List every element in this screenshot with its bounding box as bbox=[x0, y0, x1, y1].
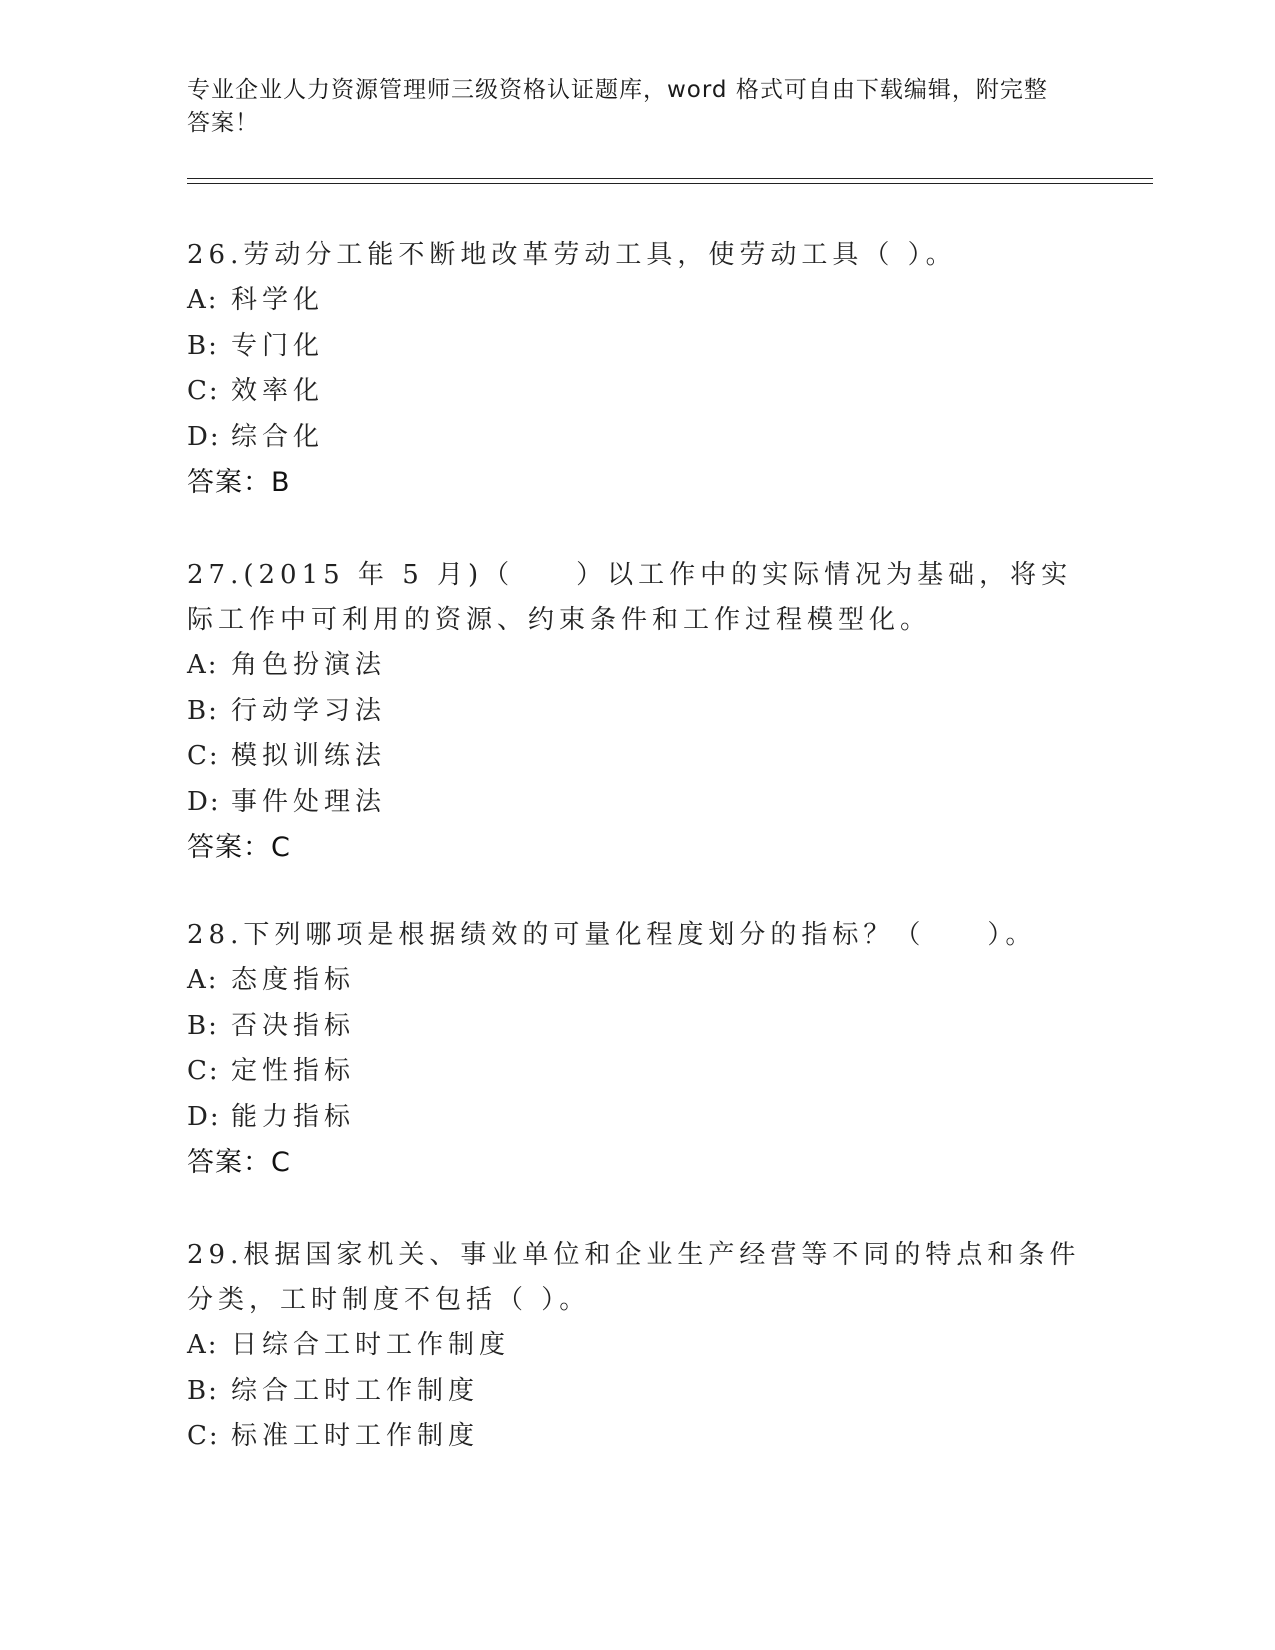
option-letter: C: bbox=[187, 376, 220, 406]
option-letter: C: bbox=[187, 1421, 220, 1451]
option-letter: B: bbox=[187, 1010, 219, 1041]
option-letter: A: bbox=[187, 285, 219, 315]
question-29 bbox=[187, 1233, 1087, 1460]
option-d bbox=[187, 780, 1087, 826]
option-text: 角色扮演法 bbox=[231, 650, 387, 680]
option-a bbox=[187, 278, 1087, 324]
option-c bbox=[187, 1049, 1087, 1095]
option-a bbox=[187, 643, 1087, 689]
option-letter: B: bbox=[187, 1375, 219, 1406]
option-letter: A: bbox=[187, 1330, 219, 1360]
option-text: 专门化 bbox=[231, 330, 325, 361]
option-text: 综合工时工作制度 bbox=[231, 1375, 480, 1406]
question-26 bbox=[187, 233, 1087, 505]
option-d bbox=[187, 415, 1087, 461]
option-b bbox=[187, 324, 1087, 370]
option-letter: A: bbox=[187, 965, 219, 995]
answer-line: 答案：C bbox=[187, 832, 291, 863]
option-text: 日综合工时工作制度 bbox=[231, 1330, 511, 1360]
option-text: 态度指标 bbox=[231, 965, 356, 995]
question-stem: 29.根据国家机关、事业单位和企业生产经营等不同的特点和条件分类，工时制度不包括（ ）。 bbox=[187, 1240, 1081, 1315]
option-text: 模拟训练法 bbox=[231, 741, 387, 771]
option-letter: B: bbox=[187, 695, 219, 726]
option-text: 行动学习法 bbox=[231, 695, 387, 726]
answer-line: 答案：B bbox=[187, 467, 291, 498]
question-stem: 27.(2015 年 5 月)（ ）以工作中的实际情况为基础，将实际工作中可利用的资源、约束条件和工作过程模型化。 bbox=[187, 560, 1073, 635]
header-divider-top bbox=[187, 178, 1153, 179]
option-letter: B: bbox=[187, 330, 219, 361]
question-27 bbox=[187, 553, 1087, 870]
option-a bbox=[187, 1323, 1087, 1369]
option-text: 能力指标 bbox=[231, 1101, 356, 1132]
option-text: 标准工时工作制度 bbox=[231, 1421, 480, 1451]
question-stem: 28.下列哪项是根据绩效的可量化程度划分的指标？（ ）。 bbox=[187, 920, 1037, 950]
question-28 bbox=[187, 913, 1087, 1185]
option-text: 否决指标 bbox=[231, 1010, 356, 1041]
option-a bbox=[187, 958, 1087, 1004]
option-letter: C: bbox=[187, 1056, 220, 1086]
option-c bbox=[187, 734, 1087, 780]
option-b bbox=[187, 1004, 1087, 1050]
answer-line: 答案：C bbox=[187, 1147, 291, 1178]
option-letter: A: bbox=[187, 650, 219, 680]
option-text: 科学化 bbox=[231, 285, 325, 315]
option-c bbox=[187, 369, 1087, 415]
option-text: 定性指标 bbox=[231, 1056, 356, 1086]
option-letter: D: bbox=[187, 421, 221, 452]
option-c bbox=[187, 1414, 1087, 1460]
option-text: 综合化 bbox=[231, 421, 325, 452]
option-letter: D: bbox=[187, 786, 221, 817]
option-b bbox=[187, 689, 1087, 735]
option-d bbox=[187, 1095, 1087, 1141]
option-letter: D: bbox=[187, 1101, 221, 1132]
option-letter: C: bbox=[187, 741, 220, 771]
option-b bbox=[187, 1369, 1087, 1415]
question-stem: 26.劳动分工能不断地改革劳动工具，使劳动工具（ ）。 bbox=[187, 240, 957, 270]
option-text: 效率化 bbox=[231, 376, 325, 406]
option-text: 事件处理法 bbox=[231, 786, 387, 817]
header-divider-bottom bbox=[187, 183, 1153, 184]
document-header: 专业企业人力资源管理师三级资格认证题库，word 格式可自由下载编辑，附完整答案！ bbox=[187, 77, 1048, 136]
